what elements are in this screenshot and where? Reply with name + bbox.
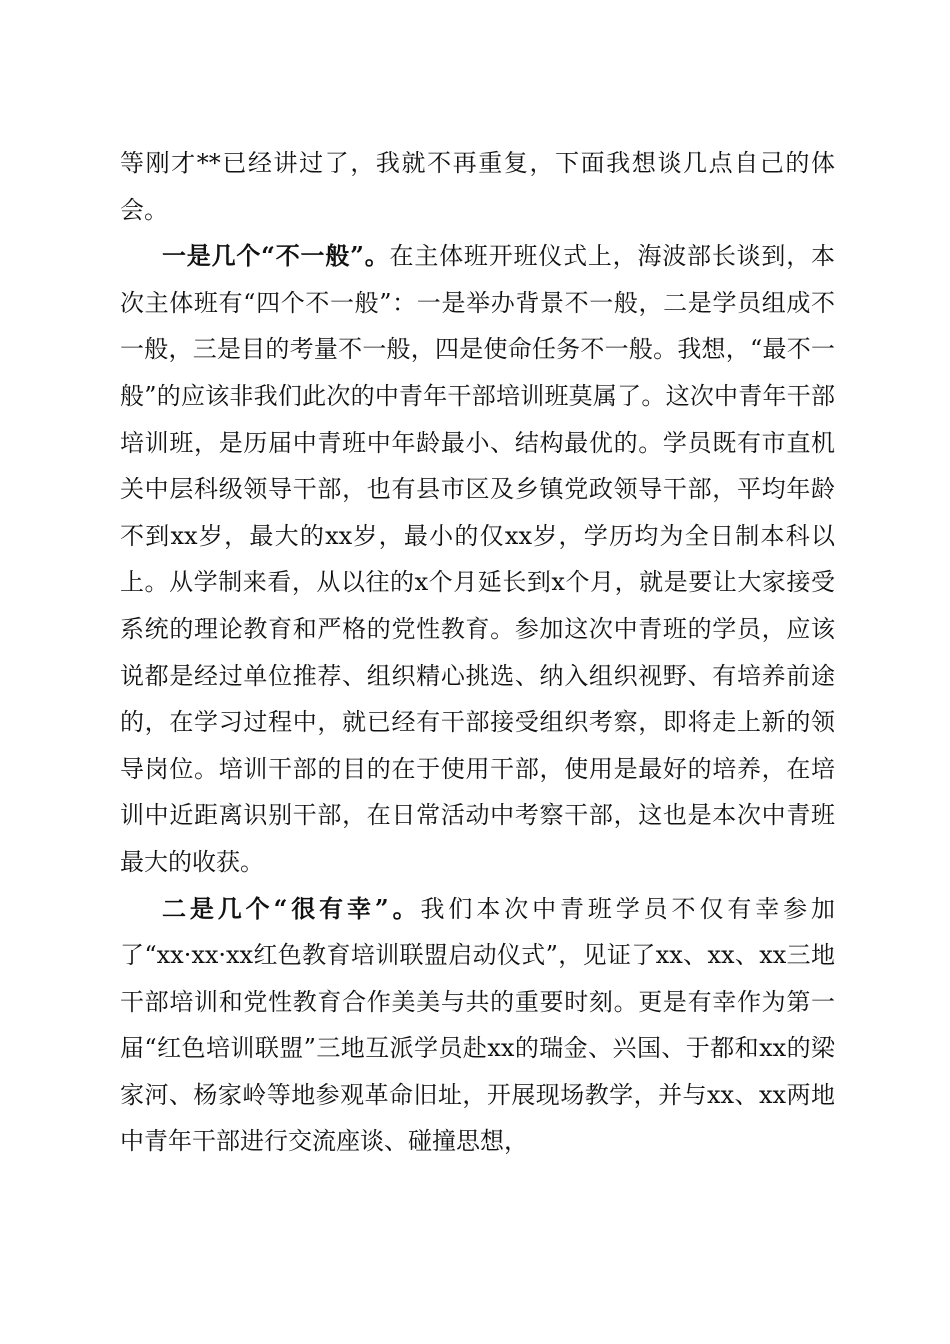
paragraph-heading: 二是几个“很有幸”。 <box>162 893 421 923</box>
paragraph-text: 我们本次中青班学员不仅有幸参加了“xx·xx·xx红色教育培训联盟启动仪式”，见证了xx、xx、xx三地干部培训和党性教育合作美美与共的重要时刻。更是有幸作为第一届“红色培训联盟”三地互派学员赴xx的瑞金、兴国、于都和xx的梁家河、杨家岭等地参观革命旧址，开展现场教学，并与xx、xx两地中青年干部进行交流座谈、碰撞思想， <box>120 894 836 1156</box>
paragraph-point-two <box>120 886 835 1166</box>
paragraph-point-one <box>120 233 835 885</box>
paragraph-heading: 一是几个“不一般”。 <box>162 241 390 271</box>
paragraph-continuation <box>120 140 835 233</box>
paragraph-text: 等刚才**已经讲过了，我就不再重复，下面我想谈几点自己的体会。 <box>120 149 835 224</box>
paragraph-text: 在主体班开班仪式上，海波部长谈到，本次主体班有“四个不一般”：一是举办背景不一般，二是学员组成不一般，三是目的考量不一般，四是使命任务不一般。我想，“最不一般”的应该非我们此次的中青年干部培训班莫属了。这次中青年干部培训班，是历届中青班中年龄最小、结构最优的。学员既有市直机关中层科级领导干部，也有县市区及乡镇党政领导干部，平均年龄不到xx岁，最大的xx岁，最小的仅xx岁，学历均为全日制本科以上。从学制来看，从以往的x个月延长到x个月，就是要让大家接受系统的理论教育和严格的党性教育。参加这次中青班的学员，应该说都是经过单位推荐、组织精心挑选、纳入组织视野、有培养前途的，在学习过程中，就已经有干部接受组织考察，即将走上新的领导岗位。培训干部的目的在于使用干部，使用是最好的培养，在培训中近距离识别干部，在日常活动中考察干部，这也是本次中青班最大的收获。 <box>120 242 835 876</box>
document-body <box>120 140 835 1165</box>
